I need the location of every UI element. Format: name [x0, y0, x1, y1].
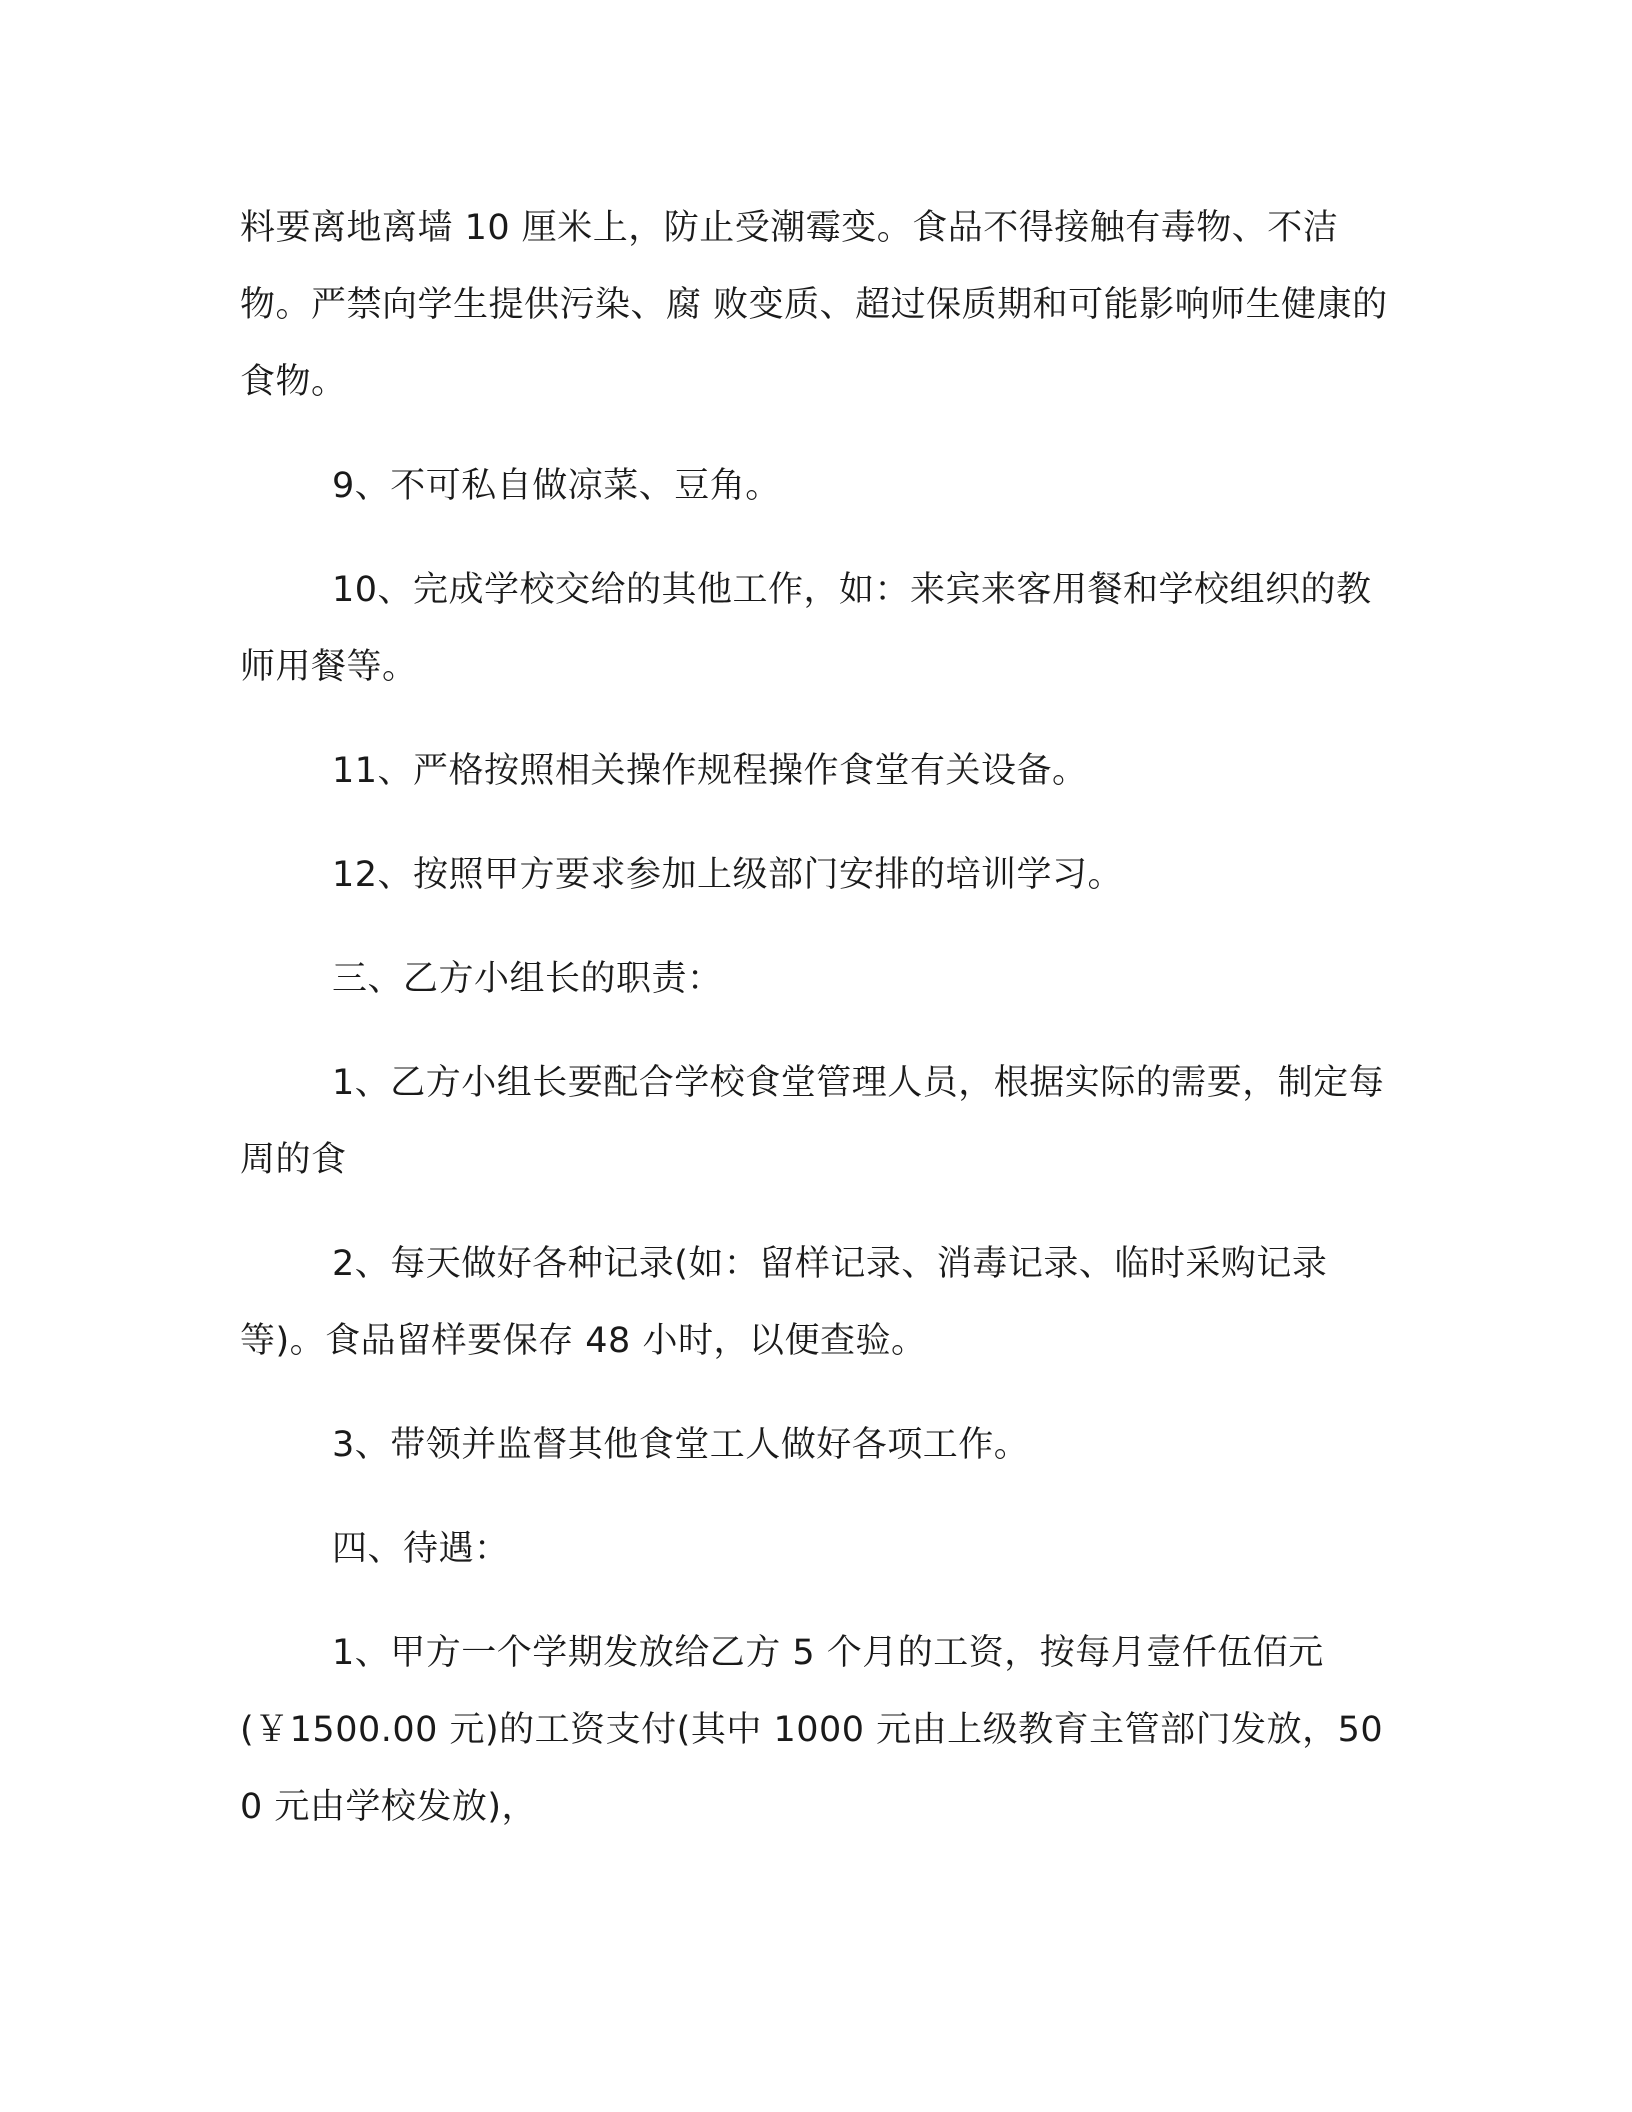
paragraph-item-11: 11、严格按照相关操作规程操作食堂有关设备。: [332, 751, 1088, 791]
paragraph-food-storage: 料要离地离墙 10 厘米上，防止受潮霉变。食品不得接触有毒物、不洁物。严禁向学生提供污染、腐 败变质、超过保质期和可能影响师生健康的食物。: [240, 208, 1388, 402]
paragraph-item-9: 9、不可私自做凉菜、豆角。: [332, 466, 781, 506]
paragraph-leader-item-3: 3、带领并监督其他食堂工人做好各项工作。: [332, 1425, 1030, 1465]
paragraph-leader-item-2: 2、每天做好各种记录(如：留样记录、消毒记录、临时采购记录等)。食品留样要保存 48 小时，以便查验。: [240, 1244, 1328, 1361]
section-heading-team-leader-duties: 三、乙方小组长的职责：: [332, 959, 723, 999]
section-heading-compensation: 四、待遇：: [332, 1529, 510, 1569]
paragraph-item-10: 10、完成学校交给的其他工作，如：来宾来客用餐和学校组织的教师用餐等。: [240, 570, 1372, 687]
document-body: [240, 190, 1390, 1873]
paragraph-compensation-item-1: 1、甲方一个学期发放给乙方 5 个月的工资，按每月壹仟伍佰元(￥1500.00 元)的工资支付(其中 1000 元由上级教育主管部门发放，500 元由学校发放)，: [240, 1633, 1384, 1827]
paragraph-item-12: 12、按照甲方要求参加上级部门安排的培训学习。: [332, 855, 1124, 895]
paragraph-leader-item-1: 1、乙方小组长要配合学校食堂管理人员，根据实际的需要，制定每周的食: [240, 1063, 1385, 1180]
